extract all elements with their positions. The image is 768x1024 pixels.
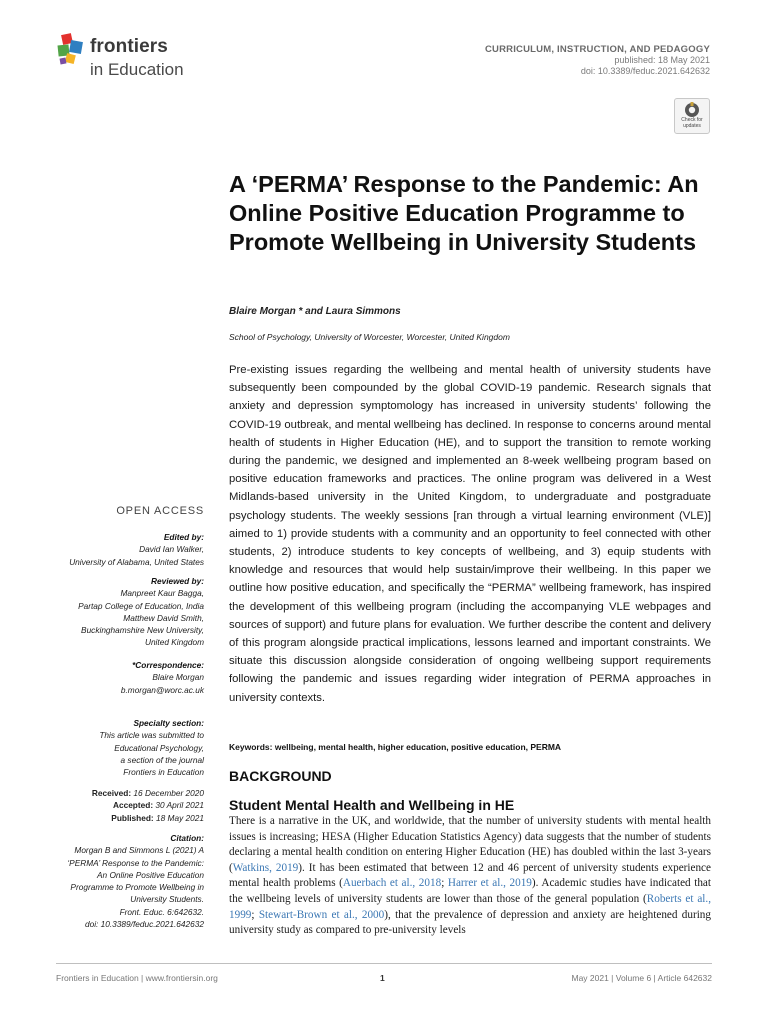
citation-line: University Students.	[130, 894, 204, 905]
reviewer-affiliation: United Kingdom	[144, 637, 204, 648]
doi: doi: 10.3389/feduc.2021.642632	[580, 66, 710, 76]
keywords-label: Keywords:	[229, 742, 273, 752]
published-date: published: 18 May 2021	[614, 55, 710, 65]
specialty-label: Specialty section:	[133, 718, 204, 728]
updates-badge-label: Check for updates	[681, 117, 703, 129]
editor-affiliation: University of Alabama, United States	[69, 556, 204, 567]
received-date: 16 December 2020	[133, 788, 204, 798]
body-text-segment: ), that the prevalence of depression and anxiety are heightened during university study as compared to pre-university levels	[229, 908, 711, 937]
reviewed-by-label: Reviewed by:	[150, 576, 204, 586]
body-paragraph	[229, 814, 711, 939]
specialty-line: a section of the journal	[120, 754, 204, 765]
reviewer-name: Matthew David Smith,	[123, 612, 204, 623]
body-text-segment: ;	[251, 908, 259, 921]
page-number: 1	[380, 973, 385, 983]
section-heading: BACKGROUND	[229, 768, 332, 784]
body-text-segment: There is a narrative in the UK, and worldwide, that the number of university students with mental health issues is increasing; HESA (Higher Education Statistics Agency) data suggests that the number of students declaring a mental health condition on entering Higher Education (HE) has doubled within the last 3-years (	[229, 815, 711, 874]
citation-line: Front. Educ. 6:642632.	[119, 906, 204, 917]
article-authors: Blaire Morgan * and Laura Simmons	[229, 306, 401, 317]
citation-line: ‘PERMA’ Response to the Pandemic:	[67, 857, 204, 868]
body-text-segment: ). It has been estimated that between 12 and 46 percent of university students experience mental health problems (	[229, 861, 711, 890]
updates-icon	[675, 99, 709, 119]
specialty-section	[4, 717, 204, 778]
specialty-line: Frontiers in Education	[123, 767, 204, 778]
specialty-line: Educational Psychology,	[114, 742, 204, 753]
corresponding-email-link[interactable]: b.morgan@worc.ac.uk	[120, 684, 204, 695]
citation-link[interactable]: Roberts et al., 1999	[229, 892, 711, 921]
citation-line: Morgan B and Simmons L (2021) A	[74, 845, 204, 856]
journal-section: CURRICULUM, INSTRUCTION, AND PEDAGOGY	[484, 44, 710, 55]
editor-name: David Ian Walker,	[139, 544, 204, 555]
article-dates	[4, 787, 204, 824]
footer-issue-info: May 2021 | Volume 6 | Article 642632	[571, 973, 712, 983]
footer-divider	[56, 963, 712, 964]
footer-journal-link[interactable]: Frontiers in Education | www.frontiersin.org	[56, 973, 218, 983]
citation	[4, 832, 204, 930]
corresponding-author: Blaire Morgan	[152, 672, 204, 683]
article-meta-header	[485, 44, 710, 77]
body-text-segment: ). Academic studies have indicated that the wellbeing levels of university students are lower than those of the general population (	[229, 877, 711, 905]
published-sidebar-date: 18 May 2021	[156, 812, 204, 823]
published-label: Published:	[111, 812, 154, 823]
abstract: Pre-existing issues regarding the wellbeing and mental health of university students have subsequently been compounded by the global COVID-19 pandemic. Research signals that anxiety and depression symptomology has increased in university students’ following the COVID-19 outbreak, and mental wellbeing has declined. In response to concerns around mental health of students in Higher Education (HE), and to support the transition to remote working during the pandemic, we designed and implemented an 8-week wellbeing program based on positive education frameworks and practices. The online program was delivered in a West Midlands-based university in the United Kingdom, to undergraduate and postgraduate psychology students. The weekly sessions [ran through a virtual learning environment (VLE)] aimed to 1) provide students with a community and an opportunity to feel connected with other students, 2) introduce students to key concepts of wellbeing, and 3) equip students with knowledge and resources that would help sustain/improve their wellbeing. In this paper we outline how positive education, and specifically the “PERMA” wellbeing framework, has inspired the development of this wellbeing program (including the accompanying VLE webpages and sources of support) and future plans for evaluation. We further describe the content and delivery of this program alongside practical implications, lessons learned and important constraints. We situate this discussion alongside consideration of ongoing wellbeing support requirements following the pandemic and issues regarding wider integration of PERMA approaches in university contexts.	[229, 364, 711, 704]
open-access-label: OPEN ACCESS	[116, 505, 204, 517]
reviewer-affiliation: Partap College of Education, India	[78, 600, 204, 611]
keywords-list: wellbeing, mental health, higher education, positive education, PERMA	[274, 742, 562, 752]
frontiers-logo-icon	[56, 32, 86, 68]
citation-line: An Online Positive Education	[96, 869, 204, 880]
accepted-date: 30 April 2021	[155, 800, 204, 811]
citation-line: Programme to Promote Wellbeing in	[70, 882, 204, 893]
citation-label: Citation:	[170, 833, 204, 843]
citation-link[interactable]: Harrer et al., 2019	[447, 877, 532, 890]
correspondence-label: *Correspondence:	[132, 660, 204, 670]
reviewed-by	[4, 575, 204, 649]
subsection-heading: Student Mental Health and Wellbeing in HE	[229, 797, 515, 813]
citation-link[interactable]: Auerbach et al., 2018	[342, 877, 442, 890]
specialty-line: This article was submitted to	[99, 730, 204, 741]
journal-logo-word: frontiers	[90, 36, 168, 57]
body-text-segment: ;	[441, 877, 448, 890]
reviewer-affiliation: Buckinghamshire New University,	[81, 625, 204, 636]
edited-by-label: Edited by:	[163, 532, 204, 542]
citation-link[interactable]: Watkins, 2019	[232, 861, 299, 874]
accepted-label: Accepted:	[112, 800, 154, 811]
citation-link[interactable]: Stewart-Brown et al., 2000	[258, 908, 385, 921]
author-affiliation: School of Psychology, University of Worcester, Worcester, United Kingdom	[229, 332, 510, 342]
keywords	[229, 742, 561, 752]
correspondence	[4, 659, 204, 696]
article-title: A ‘PERMA’ Response to the Pandemic: An Online Positive Education Programme to Promote Wellbeing in University Students	[229, 171, 699, 255]
received-label: Received:	[91, 788, 132, 798]
edited-by	[4, 531, 204, 568]
citation-line: doi: 10.3389/feduc.2021.642632	[84, 919, 204, 930]
reviewer-name: Manpreet Kaur Bagga,	[120, 588, 204, 599]
journal-logo-subtitle: in Education	[90, 60, 184, 79]
